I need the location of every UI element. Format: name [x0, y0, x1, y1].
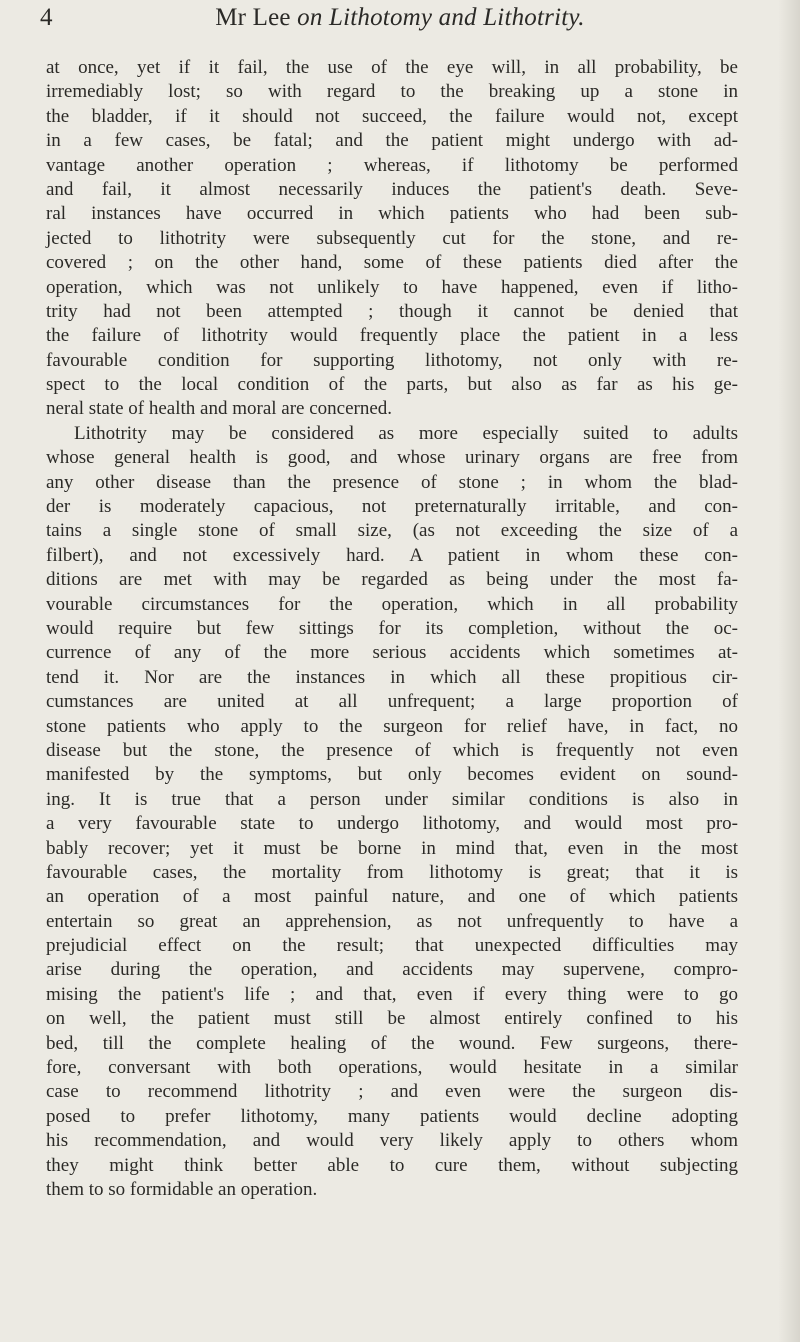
body-text [46, 56, 738, 1202]
text-line: tains a single stone of small size, (as not exceeding the size of a [46, 520, 738, 542]
text-line: any other disease than the presence of stone ; in whom the blad- [46, 471, 738, 493]
text-line: cumstances are united at all unfrequent; a large proportion of [46, 691, 738, 713]
text-line: mising the patient's life ; and that, even if every thing were to go [46, 983, 738, 1005]
text-line: them to so formidable an operation. [46, 1178, 318, 1200]
text-line: operation, which was not unlikely to have happened, even if litho- [46, 276, 738, 298]
text-line: ing. It is true that a person under similar conditions is also in [46, 788, 738, 810]
text-line: posed to prefer lithotomy, many patients would decline adopting [46, 1105, 738, 1127]
text-line: trity had not been attempted ; though it cannot be denied that [46, 300, 738, 322]
text-line: an operation of a most painful nature, and one of which patients [46, 886, 738, 908]
page-edge-shadow [778, 0, 800, 1342]
text-line: disease but the stone, the presence of which is frequently not even [46, 739, 738, 761]
text-line: manifested by the symptoms, but only becomes evident on sound- [46, 764, 738, 786]
text-line: bed, till the complete healing of the wound. Few surgeons, there- [46, 1032, 738, 1054]
running-title-on: on [297, 4, 323, 31]
running-title-author: Mr Lee [215, 4, 291, 31]
text-line: filbert), and not excessively hard. A patient in whom these con- [46, 544, 738, 566]
page-number: 4 [40, 4, 53, 31]
text-line: jected to lithotrity were subsequently cut for the stone, and re- [46, 227, 738, 249]
text-line: tend it. Nor are the instances in which all these propitious cir- [46, 666, 738, 688]
text-line: stone patients who apply to the surgeon for relief have, in fact, no [46, 715, 738, 737]
text-line: ral instances have occurred in which patients who had been sub- [46, 203, 738, 225]
text-line: irremediably lost; so with regard to the breaking up a stone in [46, 81, 738, 103]
text-line: entertain so great an apprehension, as not unfrequently to have a [46, 910, 738, 932]
text-line: currence of any of the more serious accidents which sometimes at- [46, 642, 738, 664]
text-line: neral state of health and moral are concerned. [46, 398, 393, 420]
text-line: arise during the operation, and accidents may supervene, compro- [46, 959, 738, 981]
paragraph [46, 56, 738, 422]
text-line: vourable circumstances for the operation, which in all probability [46, 593, 738, 615]
text-line: bably recover; yet it must be borne in mind that, even in the most [46, 837, 738, 859]
page-header [40, 4, 760, 44]
text-line: and fail, it almost necessarily induces the patient's death. Seve- [46, 178, 738, 200]
text-line: whose general health is good, and whose urinary organs are free from [46, 447, 738, 469]
text-line: would require but few sittings for its completion, without the oc- [46, 617, 738, 639]
text-line: case to recommend lithotrity ; and even were the surgeon dis- [46, 1081, 738, 1103]
text-line: spect to the local condition of the parts, but also as far as his ge- [46, 374, 738, 396]
text-line: favourable cases, the mortality from lithotomy is great; that it is [46, 861, 738, 883]
paragraph [46, 422, 738, 1203]
text-line: his recommendation, and would very likely apply to others whom [46, 1130, 738, 1152]
text-line: fore, conversant with both operations, would hesitate in a similar [46, 1057, 738, 1079]
running-title [40, 4, 760, 32]
text-line: ditions are met with may be regarded as being under the most fa- [46, 569, 738, 591]
text-line: on well, the patient must still be almost entirely confined to his [46, 1008, 738, 1030]
text-line: Lithotrity may be considered as more especially suited to adults [74, 422, 738, 444]
text-line: vantage another operation ; whereas, if lithotomy be performed [46, 154, 738, 176]
text-line: the bladder, if it should not succeed, the failure would not, except [46, 105, 738, 127]
running-title-subject: Lithotomy and Lithotrity. [329, 4, 585, 31]
text-line: der is moderately capacious, not preternaturally irritable, and con- [46, 496, 738, 518]
text-line: they might think better able to cure them, without subjecting [46, 1154, 738, 1176]
text-line: prejudicial effect on the result; that unexpected difficulties may [46, 935, 738, 957]
text-line: in a few cases, be fatal; and the patient might undergo with ad- [46, 130, 738, 152]
text-line: covered ; on the other hand, some of these patients died after the [46, 252, 738, 274]
text-line: at once, yet if it fail, the use of the eye will, in all probability, be [46, 57, 738, 78]
text-line: the failure of lithotrity would frequently place the patient in a less [46, 325, 738, 347]
text-line: favourable condition for supporting lithotomy, not only with re- [46, 349, 738, 371]
text-line: a very favourable state to undergo lithotomy, and would most pro- [46, 813, 738, 835]
